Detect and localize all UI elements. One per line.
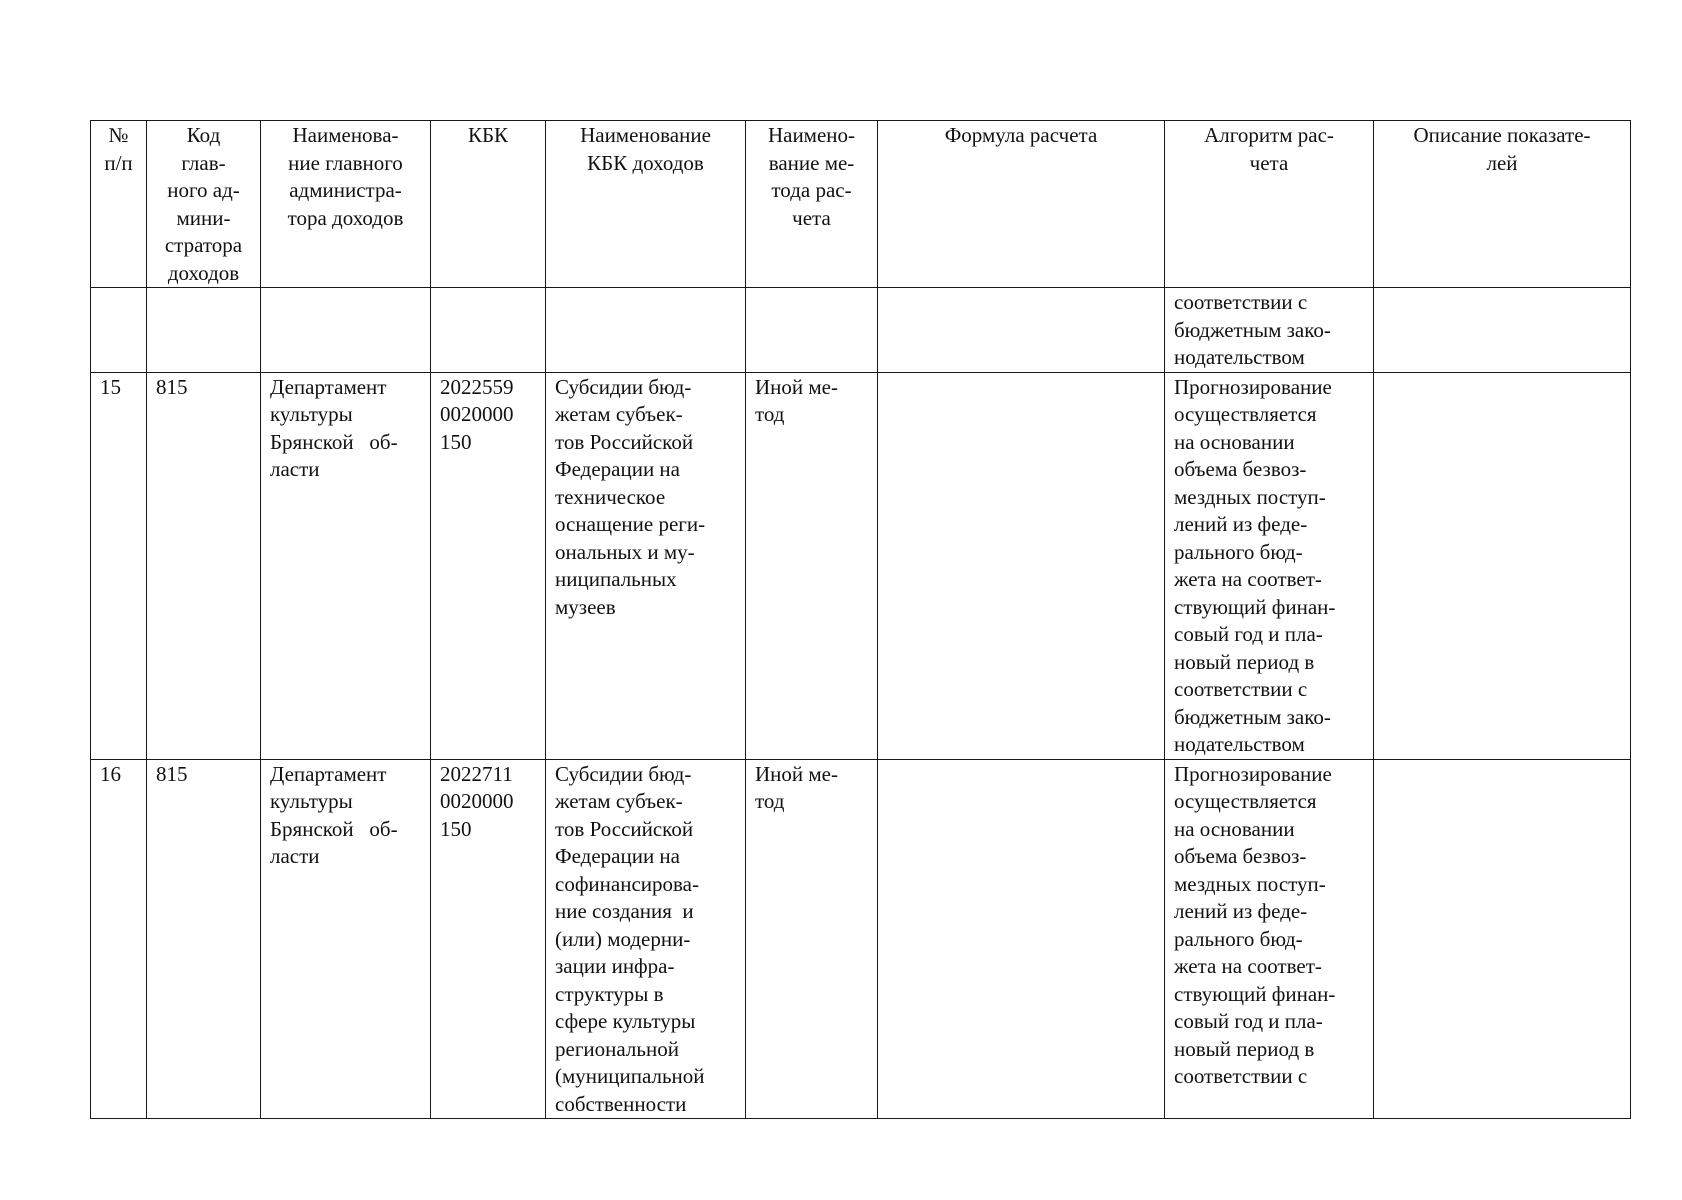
header-cell-indicator-description: Описание показате- лей (1374, 121, 1631, 288)
table-cell-algorithm: соответствии с бюджетным зако- нодательством (1165, 288, 1374, 373)
table-cell (878, 288, 1165, 373)
header-cell-kbk-name: Наименование КБК доходов (546, 121, 746, 288)
row-number-cell: 16 (91, 759, 147, 1119)
admin-code-cell: 815 (147, 759, 261, 1119)
header-cell-admin-name: Наименова- ние главного администра- тора доходов (261, 121, 431, 288)
header-cell-kbk: КБК (431, 121, 546, 288)
table-row-continuation (91, 288, 1631, 373)
table-header-row (91, 121, 1631, 288)
table-row (91, 759, 1631, 1119)
row-number-cell: 15 (91, 372, 147, 759)
admin-code-cell: 815 (147, 372, 261, 759)
header-cell-formula: Формула расчета (878, 121, 1165, 288)
table-cell (1374, 288, 1631, 373)
table-cell (91, 288, 147, 373)
algorithm-cell: Прогнозирование осуществляется на основании объема безвоз- мездных поступ- лений из феде- рального бюд- жета на соответ- ствующий финан- совый год и пла- новый период в соответствии с (1165, 759, 1374, 1119)
indicator-description-cell (1374, 372, 1631, 759)
table-cell (261, 288, 431, 373)
table-cell (431, 288, 546, 373)
header-cell-number: № п/п (91, 121, 147, 288)
admin-name-cell: Департамент культуры Брянской об- ласти (261, 372, 431, 759)
header-cell-admin-code: Код глав- ного ад- мини- стратора доходов (147, 121, 261, 288)
indicator-description-cell (1374, 759, 1631, 1119)
kbk-name-cell: Субсидии бюд- жетам субъек- тов Российской Федерации на софинансирова- ние создания и (или) модерни- зации инфра- структуры в сфере культуры региональной (муниципальной собственности (546, 759, 746, 1119)
admin-name-cell: Департамент культуры Брянской об- ласти (261, 759, 431, 1119)
formula-cell (878, 372, 1165, 759)
table-cell (147, 288, 261, 373)
kbk-name-cell: Субсидии бюд- жетам субъек- тов Российской Федерации на техническое оснащение реги- ональных и му- ниципальных музеев (546, 372, 746, 759)
formula-cell (878, 759, 1165, 1119)
header-cell-algorithm: Алгоритм рас- чета (1165, 121, 1374, 288)
kbk-cell: 2022559 0020000 150 (431, 372, 546, 759)
method-name-cell: Иной ме- тод (746, 759, 878, 1119)
header-cell-method-name: Наимено- вание ме- тода рас- чета (746, 121, 878, 288)
algorithm-cell: Прогнозирование осуществляется на основании объема безвоз- мездных поступ- лений из феде- рального бюд- жета на соответ- ствующий финан- совый год и пла- новый период в соответствии с бюджетным зако- нодательством (1165, 372, 1374, 759)
table-cell (546, 288, 746, 373)
table-row (91, 372, 1631, 759)
revenue-forecast-table (90, 120, 1631, 1119)
table-cell (746, 288, 878, 373)
kbk-cell: 2022711 0020000 150 (431, 759, 546, 1119)
method-name-cell: Иной ме- тод (746, 372, 878, 759)
